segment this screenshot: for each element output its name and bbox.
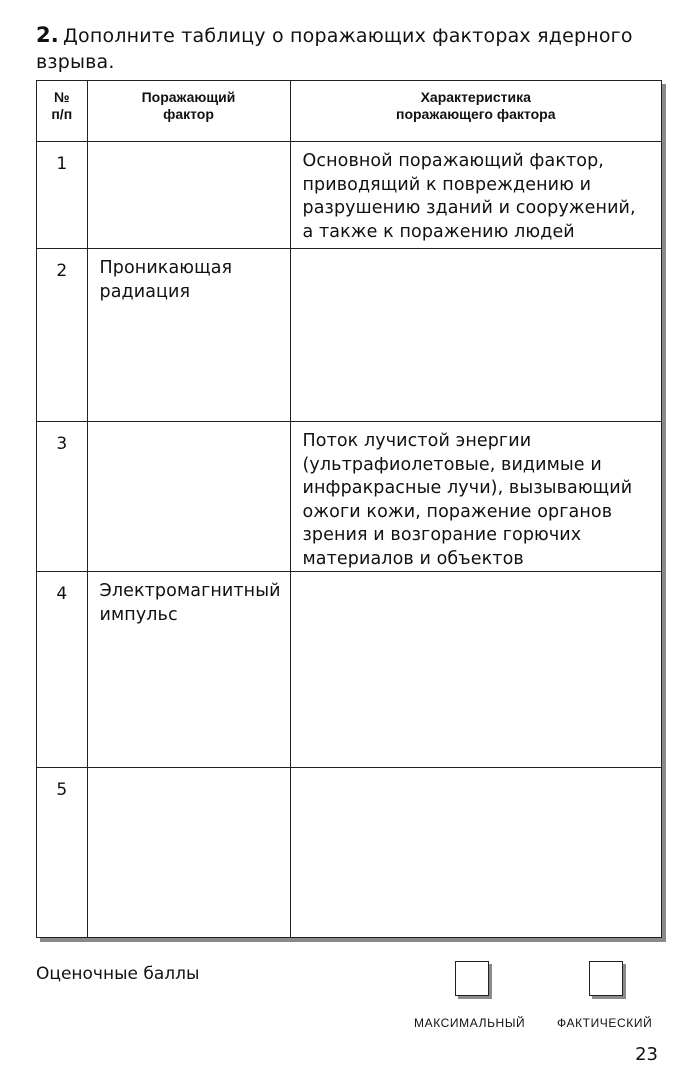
table-row: [37, 249, 661, 422]
header-number-line1: №: [53, 89, 70, 105]
table-header-row: [37, 81, 661, 142]
header-factor-line2: фактор: [163, 106, 214, 122]
task-number: 2.: [36, 23, 59, 47]
row-number: 4: [37, 572, 87, 768]
max-score-box[interactable]: [455, 961, 489, 996]
row-number: 3: [37, 422, 87, 572]
factor-cell[interactable]: [87, 768, 290, 938]
header-description-line1: Характеристика: [420, 89, 531, 105]
task-heading: [36, 22, 664, 75]
row-number: 5: [37, 768, 87, 938]
factor-cell[interactable]: [87, 142, 290, 249]
row-number: 2: [37, 249, 87, 422]
table-row: [37, 768, 661, 938]
description-cell[interactable]: [290, 249, 661, 422]
actual-score-caption: ФАКТИЧЕСКИЙ: [557, 1016, 653, 1030]
header-factor-line1: Поражающий: [141, 89, 236, 105]
description-cell: Поток лучистой энергии (ультрафиолетовые, видимые и инфракрасные лучи), вызывающий ожоги кожи, поражение органов зрения и возгорание горючих материалов и объектов: [290, 422, 661, 572]
header-description: [290, 81, 661, 142]
table-row: [37, 572, 661, 768]
factors-table: [37, 81, 661, 937]
description-cell[interactable]: [290, 768, 661, 938]
page-number: 23: [635, 1044, 658, 1065]
score-label: Оценочные баллы: [36, 964, 200, 984]
row-number: 1: [37, 142, 87, 249]
description-cell: Основной поражающий фактор, приводящий к повреждению и разрушению зданий и сооружений, а также к поражению людей: [290, 142, 661, 249]
task-text: Дополните таблицу о поражающих факторах ядерного взрыва.: [36, 25, 633, 73]
header-number-line2: п/п: [51, 106, 73, 122]
factors-table-frame: [36, 80, 662, 938]
header-number: [37, 81, 87, 142]
factor-cell: Электромагнитный импульс: [87, 572, 290, 768]
table-row: [37, 142, 661, 249]
actual-score-box[interactable]: [589, 961, 623, 996]
table-row: [37, 422, 661, 572]
header-description-line2: поражающего фактора: [396, 106, 556, 122]
description-cell[interactable]: [290, 572, 661, 768]
header-factor: [87, 81, 290, 142]
factor-cell: Проникающая радиация: [87, 249, 290, 422]
factor-cell[interactable]: [87, 422, 290, 572]
max-score-caption: МАКСИМАЛЬНЫЙ: [414, 1016, 526, 1030]
